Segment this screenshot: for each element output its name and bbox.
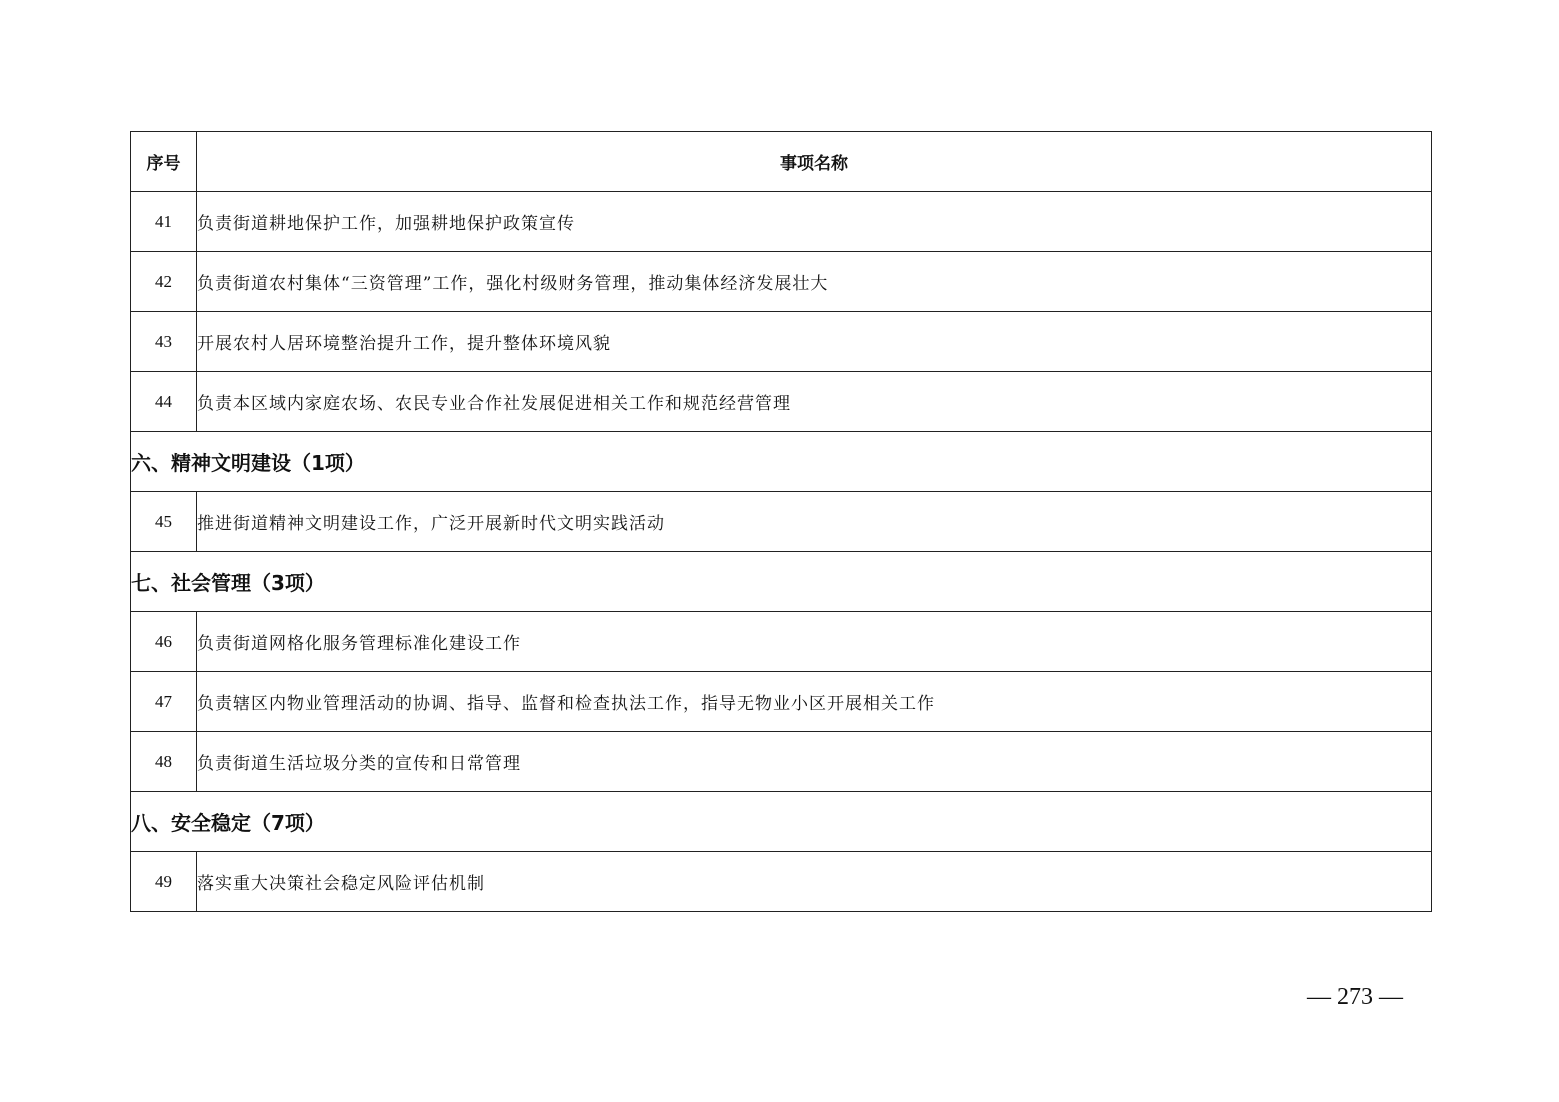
table-row [131, 612, 1432, 672]
row-item-name: 开展农村人居环境整治提升工作，提升整体环境风貌 [197, 312, 1432, 372]
header-item-name: 事项名称 [197, 132, 1432, 192]
row-item-name: 推进街道精神文明建设工作，广泛开展新时代文明实践活动 [197, 492, 1432, 552]
matters-table [130, 131, 1432, 912]
table-row [131, 192, 1432, 252]
table-row [131, 252, 1432, 312]
section-row [131, 552, 1432, 612]
table-row [131, 312, 1432, 372]
table-row [131, 852, 1432, 912]
row-serial-number: 49 [131, 852, 197, 912]
row-serial-number: 47 [131, 672, 197, 732]
row-item-name: 负责街道耕地保护工作，加强耕地保护政策宣传 [197, 192, 1432, 252]
section-title: 六、精神文明建设（1项） [131, 432, 1432, 492]
section-title: 七、社会管理（3项） [131, 552, 1432, 612]
table-row [131, 672, 1432, 732]
section-title: 八、安全稳定（7项） [131, 792, 1432, 852]
table-body [131, 192, 1432, 912]
row-item-name: 负责街道农村集体“三资管理”工作，强化村级财务管理，推动集体经济发展壮大 [197, 252, 1432, 312]
row-serial-number: 42 [131, 252, 197, 312]
row-item-name: 负责辖区内物业管理活动的协调、指导、监督和检查执法工作，指导无物业小区开展相关工作 [197, 672, 1432, 732]
page-number: — 273 — [1307, 984, 1403, 1010]
row-item-name: 负责街道网格化服务管理标准化建设工作 [197, 612, 1432, 672]
row-serial-number: 44 [131, 372, 197, 432]
row-item-name: 落实重大决策社会稳定风险评估机制 [197, 852, 1432, 912]
row-serial-number: 46 [131, 612, 197, 672]
table-row [131, 372, 1432, 432]
row-item-name: 负责本区域内家庭农场、农民专业合作社发展促进相关工作和规范经营管理 [197, 372, 1432, 432]
row-serial-number: 48 [131, 732, 197, 792]
table-header-row [131, 132, 1432, 192]
row-serial-number: 41 [131, 192, 197, 252]
section-row [131, 792, 1432, 852]
table-row [131, 732, 1432, 792]
row-serial-number: 43 [131, 312, 197, 372]
row-serial-number: 45 [131, 492, 197, 552]
section-row [131, 432, 1432, 492]
header-serial-number: 序号 [131, 132, 197, 192]
table-row [131, 492, 1432, 552]
row-item-name: 负责街道生活垃圾分类的宣传和日常管理 [197, 732, 1432, 792]
